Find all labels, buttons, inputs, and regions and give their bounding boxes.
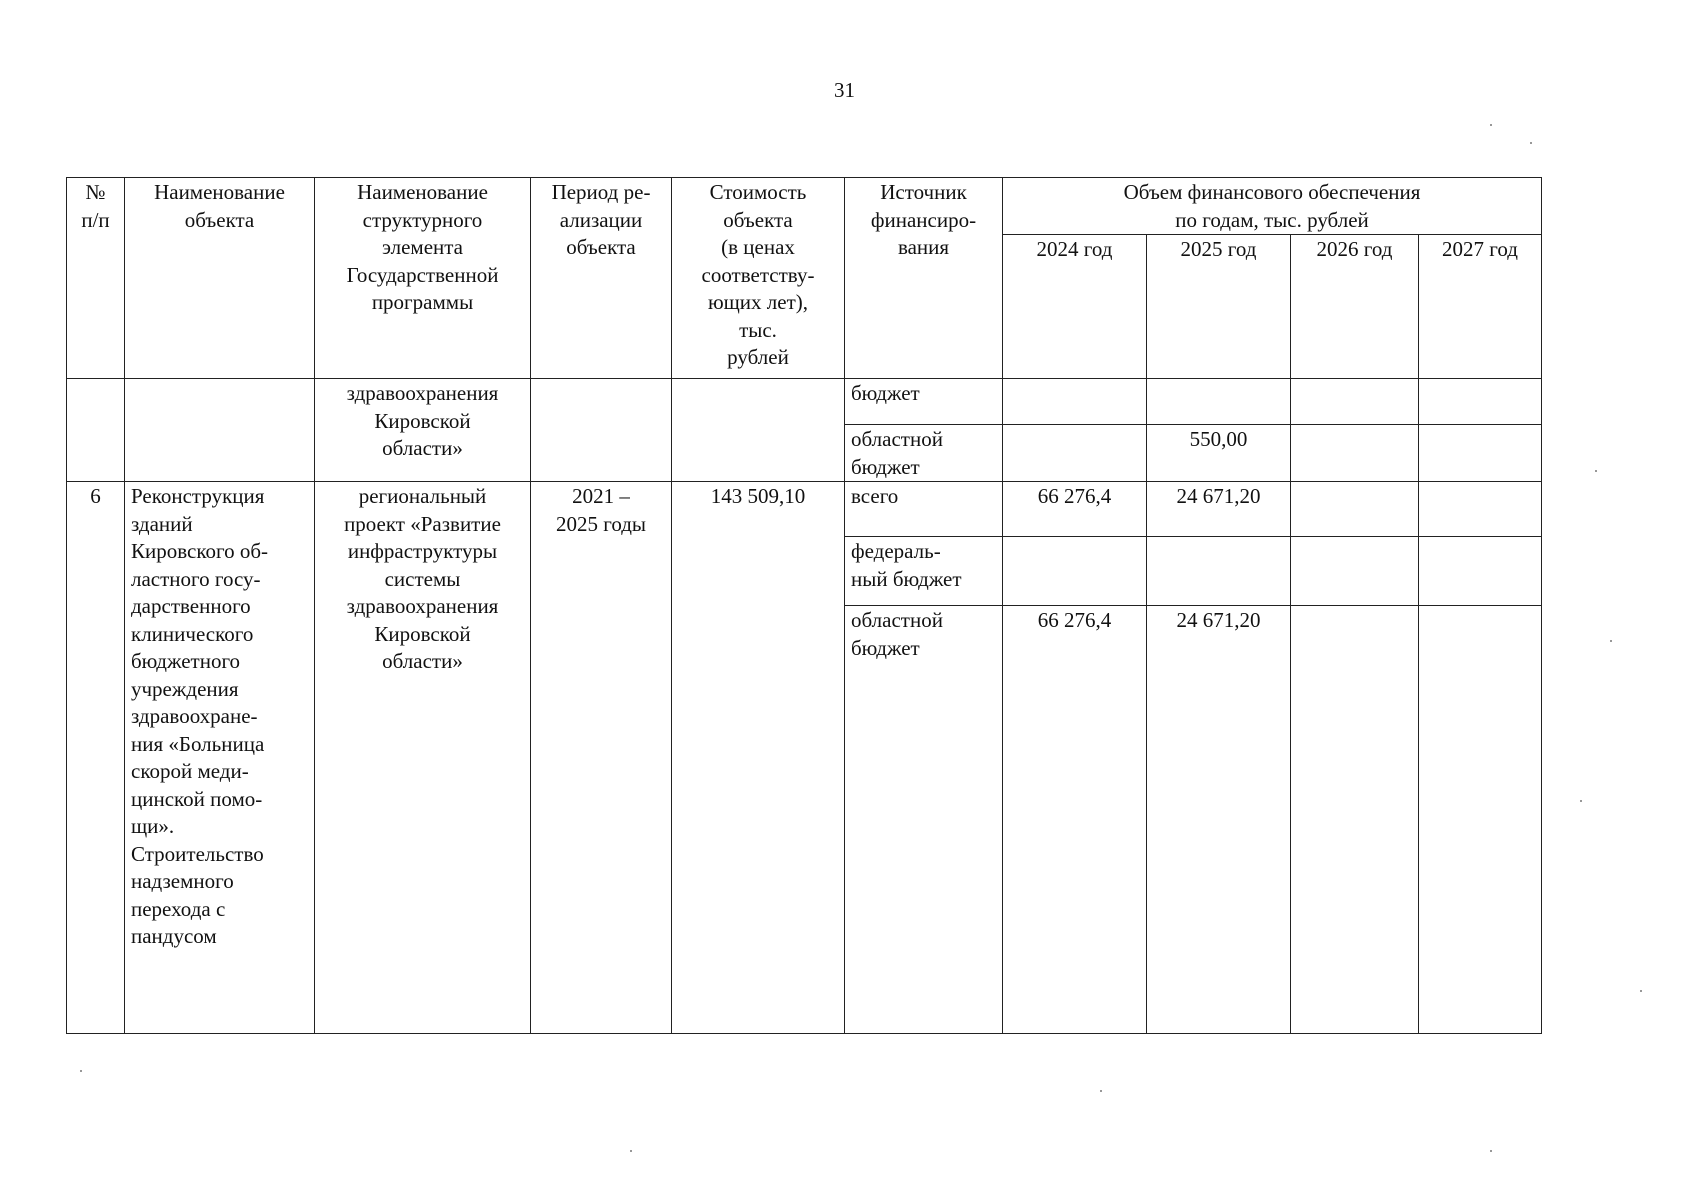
item-source: федераль- ный бюджет [845,537,1003,606]
cont-value-2027 [1419,425,1542,482]
item-value-2027 [1419,606,1542,1034]
item-value-2024 [1003,537,1147,606]
cont-period-cell [531,379,672,482]
item-period: 2021 – 2025 годы [531,482,672,1034]
header-period: Период ре- ализации объекта [531,178,672,379]
table-row [67,482,1542,537]
item-value-2025: 24 671,20 [1147,482,1291,537]
header-source: Источник финансиро- вания [845,178,1003,379]
item-value-2024: 66 276,4 [1003,482,1147,537]
item-value-2027 [1419,482,1542,537]
item-value-2025 [1147,537,1291,606]
cont-value-2026 [1291,425,1419,482]
funding-table [66,177,1542,1034]
scan-speck [80,1070,82,1072]
cont-value-2024 [1003,425,1147,482]
scan-speck [1610,640,1612,642]
header-year-2027: 2027 год [1419,235,1542,379]
scan-speck [1595,470,1597,472]
header-structural-element: Наименование структурного элемента Государственной программы [315,178,531,379]
scan-speck [1100,1090,1102,1092]
item-value-2026 [1291,482,1419,537]
cont-value-2026 [1291,379,1419,425]
scan-speck [1640,990,1642,992]
header-row [67,178,1542,235]
scan-speck [1580,800,1582,802]
scan-speck [1490,124,1492,126]
header-year-2026: 2026 год [1291,235,1419,379]
header-num: № п/п [67,178,125,379]
item-source: всего [845,482,1003,537]
item-object-name: Реконструкция зданий Кировского об- ластного госу- дарственного клинического бюджетного учреждения здравоохране- ния «Больница скорой меди- цинской помо- щи». Строительство надземного перехода с пандусом [125,482,315,1034]
header-year-2024: 2024 год [1003,235,1147,379]
table-row [67,379,1542,425]
scan-speck [630,1150,632,1152]
item-source: областной бюджет [845,606,1003,1034]
item-value-2026 [1291,606,1419,1034]
page-number: 31 [834,78,855,102]
header-funding-group: Объем финансового обеспечения по годам, тыс. рублей [1003,178,1542,235]
header-object-name: Наименование объекта [125,178,315,379]
item-value-2026 [1291,537,1419,606]
item-cost: 143 509,10 [672,482,845,1034]
item-value-2024: 66 276,4 [1003,606,1147,1034]
cont-num-cell [67,379,125,482]
cont-cost-cell [672,379,845,482]
cont-value-2024 [1003,379,1147,425]
scan-speck [1530,142,1532,144]
cont-value-2025: 550,00 [1147,425,1291,482]
cont-source: областной бюджет [845,425,1003,482]
cont-object-cell [125,379,315,482]
cont-value-2027 [1419,379,1542,425]
cont-source: бюджет [845,379,1003,425]
header-cost: Стоимость объекта (в ценах соответству- ющих лет), тыс. рублей [672,178,845,379]
item-value-2025: 24 671,20 [1147,606,1291,1034]
item-structural-element: региональный проект «Развитие инфраструктуры системы здравоохранения Кировской области» [315,482,531,1034]
cont-structural-element: здравоохранения Кировской области» [315,379,531,482]
scan-speck [1490,1150,1492,1152]
item-value-2027 [1419,537,1542,606]
header-year-2025: 2025 год [1147,235,1291,379]
cont-value-2025 [1147,379,1291,425]
item-number: 6 [67,482,125,1034]
